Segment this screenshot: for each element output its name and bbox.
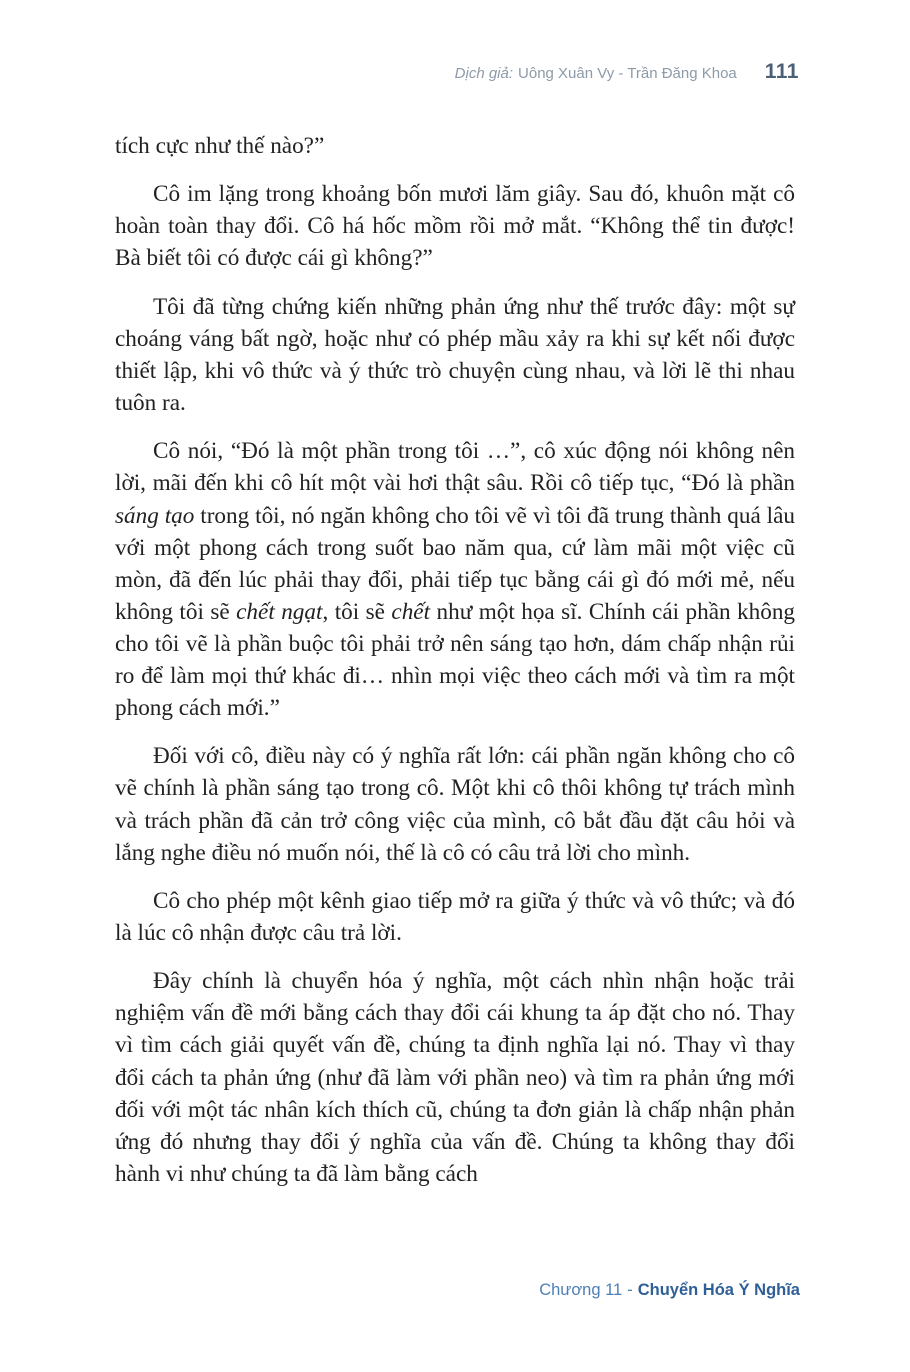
chapter-title: Chuyển Hóa Ý Nghĩa — [637, 1281, 800, 1299]
italic-text: sáng tạo — [115, 502, 195, 529]
paragraph — [115, 740, 795, 868]
paragraph-text: Đối với cô, điều này có ý nghĩa rất lớn: cái phần ngăn không cho cô vẽ chính là phần sáng tạo trong cô. Một khi cô thôi không tự trách mình và trách phần đã cản trở công việc của mình, cô bắt đầu đặt câu hỏi và lắng nghe điều nó muốn nói, thế là cô có câu trả lời cho mình. — [115, 743, 795, 866]
paragraph-text: Đây chính là chuyển hóa ý nghĩa, một cách nhìn nhận hoặc trải nghiệm vấn đề mới bằng cách thay đổi cái khung ta áp đặt cho nó. Thay vì tìm cách giải quyết vấn đề, chúng ta định nghĩa lại nó. Thay vì thay đổi cách ta phản ứng (như đã làm với phần neo) và tìm ra phản ứng mới đối với một tác nhân kích thích cũ, chúng ta đơn giản là chấp nhận phản ứng đó nhưng thay đổi ý nghĩa của vấn đề. Chúng ta không thay đổi hành vi như chúng ta đã làm bằng cách — [115, 968, 795, 1187]
paragraph — [115, 965, 795, 1190]
chapter-label: Chương 11 — [539, 1281, 623, 1299]
italic-text: chết — [391, 598, 431, 625]
paragraph — [115, 178, 795, 274]
page-number: 111 — [764, 60, 799, 83]
paragraph-text: trong tôi, nó ngăn không cho tôi vẽ vì tôi đã trung thành quá lâu với một phong cách trong suốt bao năm qua, cứ làm mãi một việc cũ mòn, đã đến lúc phải thay đổi, phải tiếp tục bằng cái gì đó mới mẻ, nếu không tôi sẽ — [115, 502, 796, 625]
chapter-separator: - — [627, 1281, 633, 1299]
paragraph-text: , tôi sẽ — [322, 598, 392, 625]
paragraph-text: Cô cho phép một kênh giao tiếp mở ra giữa ý thức và vô thức; và đó là lúc cô nhận được câu trả lời. — [115, 887, 795, 946]
page-footer — [539, 1281, 800, 1300]
page-header — [455, 60, 799, 84]
paragraph — [115, 291, 795, 419]
translator-label: Dịch giả: — [454, 65, 514, 82]
translator-names: Uông Xuân Vy - Trần Đăng Khoa — [518, 65, 737, 82]
body-text — [115, 130, 795, 1206]
paragraph-text: Cô im lặng trong khoảng bốn mươi lăm giây. Sau đó, khuôn mặt cô hoàn toàn thay đổi. Cô há hốc mồm rồi mở mắt. “Không thể tin được! Bà biết tôi có được cái gì không?” — [115, 181, 795, 272]
italic-text: chết ngạt — [236, 598, 323, 625]
paragraph — [115, 435, 795, 724]
paragraph-text: tích cực như thế nào?” — [115, 133, 325, 159]
paragraph — [115, 885, 795, 949]
paragraph — [115, 130, 795, 162]
paragraph-text: như một họa sĩ. Chính cái phần không cho tôi vẽ là phần buộc tôi phải trở nên sáng tạo hơn, dám chấp nhận rủi ro để làm mọi thứ khác đi… nhìn mọi việc theo cách mới và tìm ra một phong cách mới.” — [115, 598, 796, 722]
paragraph-text: Tôi đã từng chứng kiến những phản ứng như thế trước đây: một sự choáng váng bất ngờ, hoặc như có phép mầu xảy ra khi sự kết nối được thiết lập, khi vô thức và ý thức trò chuyện cùng nhau, và lời lẽ thi nhau tuôn ra. — [115, 293, 795, 417]
paragraph-text: Cô nói, “Đó là một phần trong tôi …”, cô xúc động nói không nên lời, mãi đến khi cô hít một vài hơi thật sâu. Rồi cô tiếp tục, “Đó là phần — [115, 438, 795, 497]
